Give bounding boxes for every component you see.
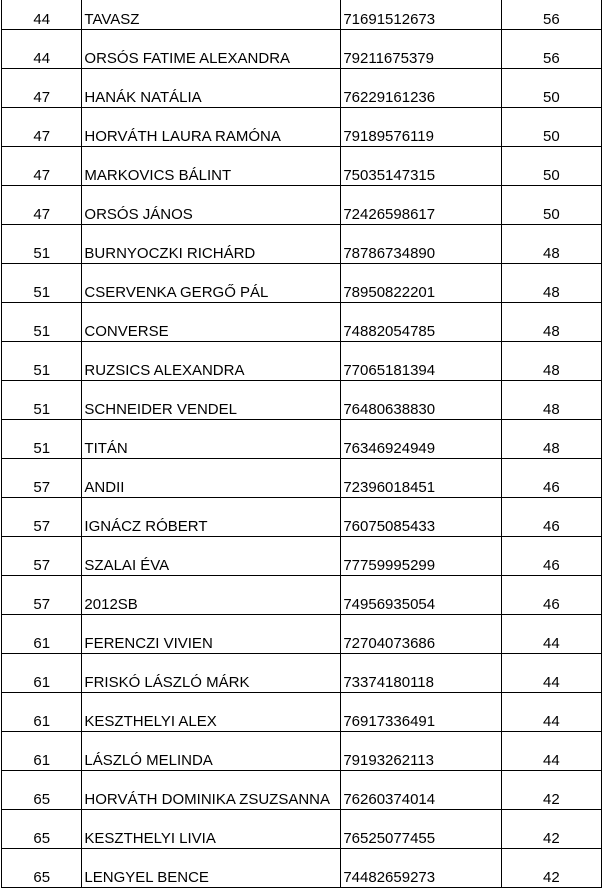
table-row — [2, 732, 602, 771]
table-row — [2, 264, 602, 303]
rank-cell: 51 — [2, 420, 82, 459]
name-cell: KESZTHELYI LIVIA — [82, 810, 341, 849]
score-cell: 48 — [501, 420, 601, 459]
table-row — [2, 771, 602, 810]
table-row — [2, 30, 602, 69]
table-row — [2, 381, 602, 420]
table-row — [2, 537, 602, 576]
table-row — [2, 342, 602, 381]
name-cell: FRISKÓ LÁSZLÓ MÁRK — [82, 654, 341, 693]
table-row — [2, 810, 602, 849]
table-row — [2, 186, 602, 225]
name-cell: LENGYEL BENCE — [82, 849, 341, 888]
rank-cell: 65 — [2, 810, 82, 849]
score-cell: 46 — [501, 576, 601, 615]
table-row — [2, 225, 602, 264]
name-cell: HANÁK NATÁLIA — [82, 69, 341, 108]
name-cell: IGNÁCZ RÓBERT — [82, 498, 341, 537]
code-cell: 76260374014 — [341, 771, 501, 810]
score-cell: 44 — [501, 732, 601, 771]
rank-cell: 51 — [2, 381, 82, 420]
rank-cell: 51 — [2, 303, 82, 342]
code-cell: 77759995299 — [341, 537, 501, 576]
rank-cell: 51 — [2, 264, 82, 303]
code-cell: 78950822201 — [341, 264, 501, 303]
rank-cell: 61 — [2, 693, 82, 732]
name-cell: TITÁN — [82, 420, 341, 459]
code-cell: 76525077455 — [341, 810, 501, 849]
name-cell: CONVERSE — [82, 303, 341, 342]
rank-cell: 51 — [2, 225, 82, 264]
name-cell: LÁSZLÓ MELINDA — [82, 732, 341, 771]
rank-cell: 57 — [2, 498, 82, 537]
code-cell: 76075085433 — [341, 498, 501, 537]
code-cell: 75035147315 — [341, 147, 501, 186]
score-cell: 42 — [501, 771, 601, 810]
code-cell: 72396018451 — [341, 459, 501, 498]
rank-cell: 61 — [2, 654, 82, 693]
code-cell: 76917336491 — [341, 693, 501, 732]
rank-cell: 44 — [2, 30, 82, 69]
name-cell: ORSÓS JÁNOS — [82, 186, 341, 225]
rank-cell: 61 — [2, 615, 82, 654]
code-cell: 79193262113 — [341, 732, 501, 771]
results-table-body — [2, 0, 602, 888]
name-cell: TAVASZ — [82, 0, 341, 30]
code-cell: 74882054785 — [341, 303, 501, 342]
score-cell: 46 — [501, 537, 601, 576]
table-row — [2, 147, 602, 186]
rank-cell: 65 — [2, 849, 82, 888]
name-cell: KESZTHELYI ALEX — [82, 693, 341, 732]
score-cell: 48 — [501, 264, 601, 303]
table-row — [2, 615, 602, 654]
name-cell: RUZSICS ALEXANDRA — [82, 342, 341, 381]
name-cell: HORVÁTH DOMINIKA ZSUZSANNA — [82, 771, 341, 810]
rank-cell: 51 — [2, 342, 82, 381]
rank-cell: 57 — [2, 459, 82, 498]
table-row — [2, 0, 602, 30]
name-cell: SCHNEIDER VENDEL — [82, 381, 341, 420]
name-cell: HORVÁTH LAURA RAMÓNA — [82, 108, 341, 147]
score-cell: 50 — [501, 108, 601, 147]
rank-cell: 47 — [2, 69, 82, 108]
code-cell: 73374180118 — [341, 654, 501, 693]
table-row — [2, 108, 602, 147]
code-cell: 76480638830 — [341, 381, 501, 420]
score-cell: 48 — [501, 342, 601, 381]
code-cell: 74482659273 — [341, 849, 501, 888]
name-cell: SZALAI ÉVA — [82, 537, 341, 576]
name-cell: FERENCZI VIVIEN — [82, 615, 341, 654]
score-cell: 50 — [501, 69, 601, 108]
name-cell: BURNYOCZKI RICHÁRD — [82, 225, 341, 264]
score-cell: 56 — [501, 30, 601, 69]
rank-cell: 47 — [2, 186, 82, 225]
rank-cell: 57 — [2, 576, 82, 615]
code-cell: 72704073686 — [341, 615, 501, 654]
rank-cell: 61 — [2, 732, 82, 771]
rank-cell: 65 — [2, 771, 82, 810]
score-cell: 50 — [501, 147, 601, 186]
code-cell: 72426598617 — [341, 186, 501, 225]
code-cell: 71691512673 — [341, 0, 501, 30]
rank-cell: 47 — [2, 147, 82, 186]
code-cell: 74956935054 — [341, 576, 501, 615]
score-cell: 44 — [501, 615, 601, 654]
name-cell: ANDII — [82, 459, 341, 498]
table-row — [2, 849, 602, 888]
score-cell: 44 — [501, 693, 601, 732]
table-row — [2, 69, 602, 108]
table-row — [2, 498, 602, 537]
score-cell: 56 — [501, 0, 601, 30]
score-cell: 46 — [501, 498, 601, 537]
name-cell: ORSÓS FATIME ALEXANDRA — [82, 30, 341, 69]
score-cell: 48 — [501, 303, 601, 342]
name-cell: MARKOVICS BÁLINT — [82, 147, 341, 186]
code-cell: 76346924949 — [341, 420, 501, 459]
rank-cell: 44 — [2, 0, 82, 30]
score-cell: 46 — [501, 459, 601, 498]
name-cell: CSERVENKA GERGŐ PÁL — [82, 264, 341, 303]
rank-cell: 47 — [2, 108, 82, 147]
score-cell: 44 — [501, 654, 601, 693]
results-table — [1, 0, 602, 888]
code-cell: 76229161236 — [341, 69, 501, 108]
rank-cell: 57 — [2, 537, 82, 576]
score-cell: 42 — [501, 810, 601, 849]
score-cell: 48 — [501, 381, 601, 420]
table-row — [2, 420, 602, 459]
table-row — [2, 576, 602, 615]
score-cell: 42 — [501, 849, 601, 888]
name-cell: 2012SB — [82, 576, 341, 615]
score-cell: 50 — [501, 186, 601, 225]
score-cell: 48 — [501, 225, 601, 264]
table-row — [2, 693, 602, 732]
code-cell: 78786734890 — [341, 225, 501, 264]
table-row — [2, 303, 602, 342]
table-row — [2, 654, 602, 693]
code-cell: 79189576119 — [341, 108, 501, 147]
table-row — [2, 459, 602, 498]
code-cell: 79211675379 — [341, 30, 501, 69]
code-cell: 77065181394 — [341, 342, 501, 381]
